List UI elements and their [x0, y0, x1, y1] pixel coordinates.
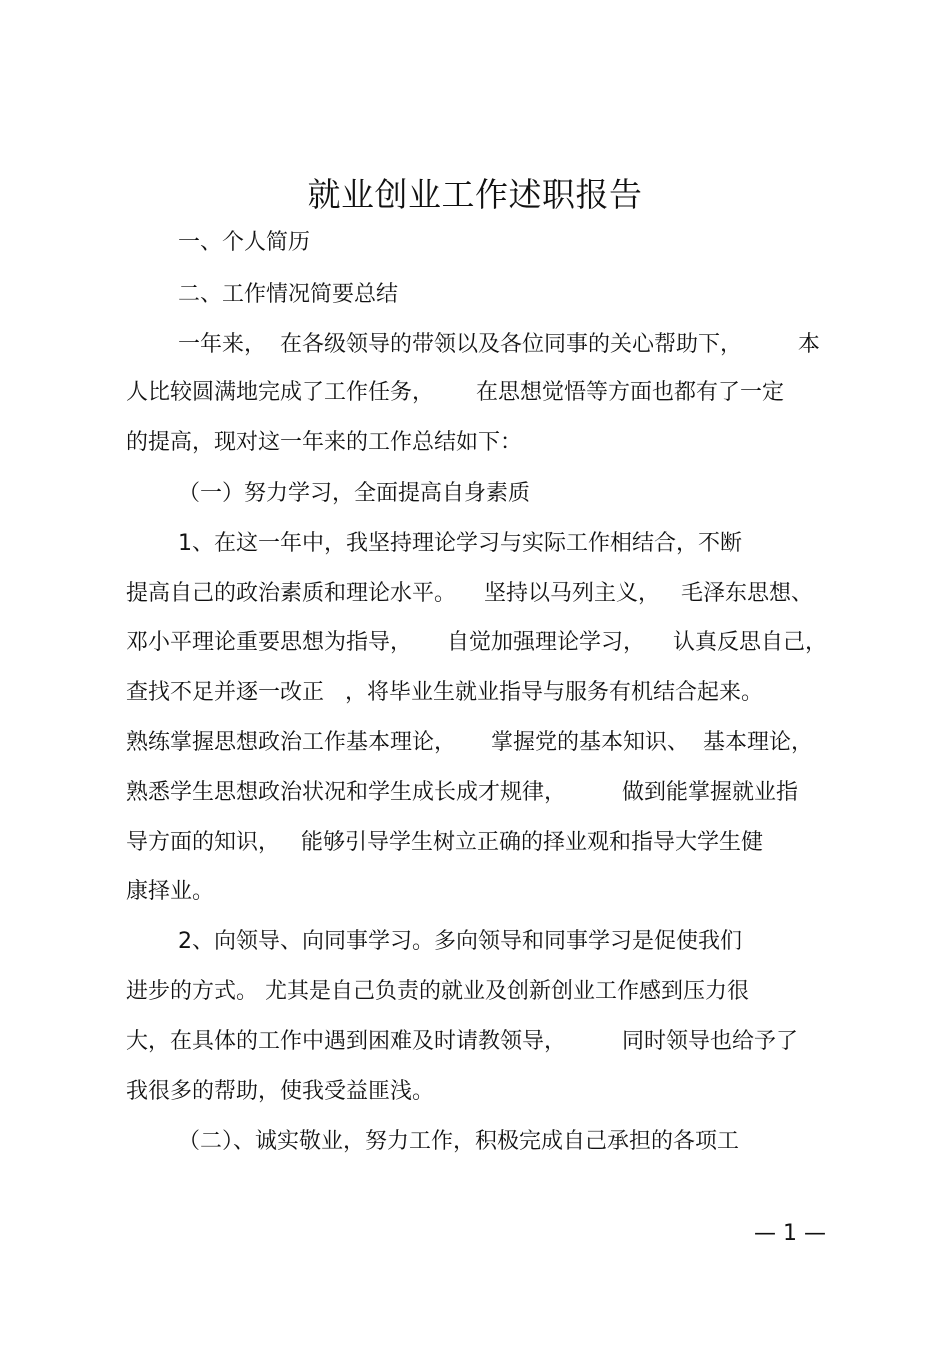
heading-summary: 二、工作情况简要总结 [178, 282, 399, 307]
document-title: 就业创业工作述职报告 [307, 175, 643, 214]
body-line: 康择业。 [126, 879, 215, 904]
body-line: 1、在这一年中，我坚持理论学习与实际工作相结合，不断 [178, 531, 742, 556]
body-line: 人比较圆满地完成了工作任务， 在思想觉悟等方面也都有了一定 [126, 380, 784, 405]
body-line: 邓小平理论重要思想为指导， 自觉加强理论学习， 认真反思自己， [126, 630, 827, 655]
body-line: 2、向领导、向同事学习。多向领导和同事学习是促使我们 [178, 929, 742, 954]
body-line: 提高自己的政治素质和理论水平。 坚持以马列主义， 毛泽东思想、 [126, 581, 813, 606]
body-line: 熟练掌握思想政治工作基本理论， 掌握党的基本知识、 基本理论， [126, 730, 813, 755]
body-line: 导方面的知识， 能够引导学生树立正确的择业观和指导大学生健 [126, 830, 763, 855]
body-line: 一年来， 在各级领导的带领以及各位同事的关心帮助下， 本 [178, 332, 820, 357]
page-number: — 1 — [754, 1221, 826, 1246]
body-line: 的提高，现对这一年来的工作总结如下： [126, 430, 523, 455]
body-line: 熟悉学生思想政治状况和学生成长成才规律， 做到能掌握就业指 [126, 780, 798, 805]
body-line: 大，在具体的工作中遇到困难及时请教领导， 同时领导也给予了 [126, 1029, 798, 1054]
body-line: 进步的方式。 尤其是自己负责的就业及创新创业工作感到压力很 [126, 979, 749, 1004]
heading-resume: 一、个人简历 [178, 230, 311, 255]
body-line: 查找不足并逐一改正 ，将毕业生就业指导与服务有机结合起来。 [126, 680, 763, 705]
subheading-study: （一）努力学习，全面提高自身素质 [178, 481, 531, 506]
subheading-work: （二）、诚实敬业，努力工作，积极完成自己承担的各项工 [178, 1129, 740, 1154]
body-line: 我很多的帮助，使我受益匪浅。 [126, 1079, 435, 1104]
